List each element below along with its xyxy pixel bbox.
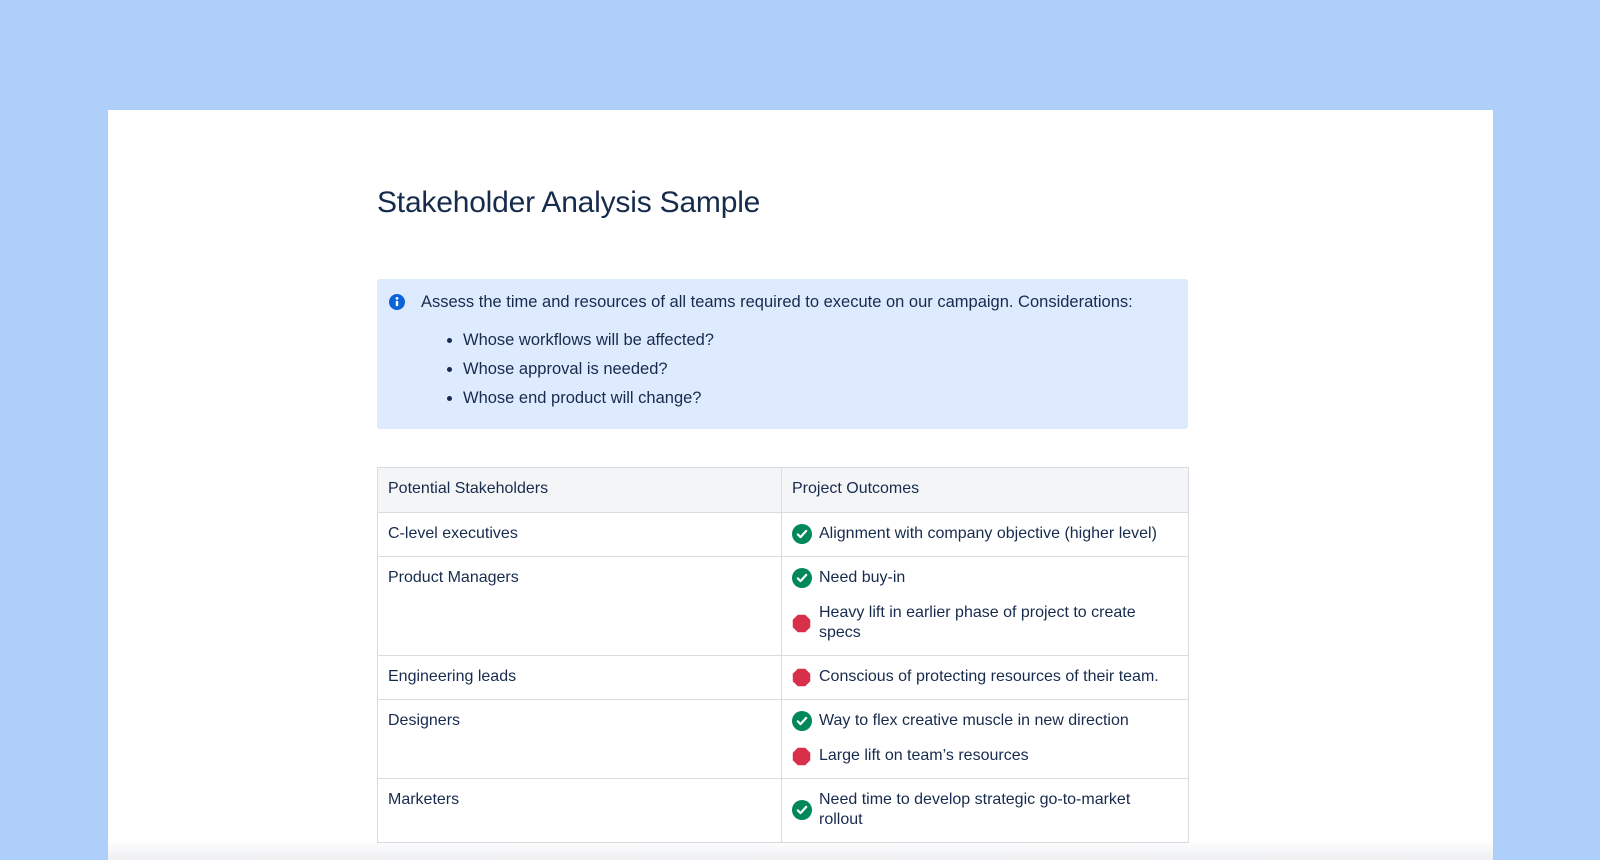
- bullet-item: • Whose end product will change?: [463, 384, 1172, 413]
- outcome-text: Need buy-in: [819, 569, 906, 586]
- outcomes-cell: [782, 513, 1189, 557]
- stakeholder-table: [377, 467, 1189, 843]
- info-panel-bullet-list: [389, 326, 1172, 413]
- table-row: [378, 779, 1189, 843]
- outcome-item: [792, 603, 1178, 643]
- info-panel-first-line: [389, 292, 1172, 312]
- info-panel-text: Assess the time and resources of all teams required to execute on our campaign. Considerations:: [421, 293, 1133, 311]
- outcomes-cell: [782, 700, 1189, 779]
- stakeholder-cell: Engineering leads: [378, 656, 782, 700]
- outcome-item: [792, 746, 1178, 766]
- outcome-text: Need time to develop strategic go-to-market rollout: [819, 791, 1131, 828]
- table-row: [378, 700, 1189, 779]
- outcome-text: Large lift on team’s resources: [819, 747, 1029, 764]
- outcome-item: [792, 524, 1178, 544]
- check-icon: [792, 524, 812, 544]
- check-icon: [792, 568, 812, 588]
- table-row: [378, 513, 1189, 557]
- stakeholder-cell: Product Managers: [378, 557, 782, 656]
- stop-icon: [792, 746, 812, 766]
- page-title: Stakeholder Analysis Sample: [377, 186, 761, 219]
- document-card: [108, 110, 1493, 860]
- outcome-item: [792, 790, 1178, 830]
- bullet-item: • Whose workflows will be affected?: [463, 326, 1172, 355]
- outcomes-cell: [782, 779, 1189, 843]
- outcome-item: [792, 711, 1178, 731]
- stop-icon: [792, 667, 812, 687]
- info-icon: [389, 294, 405, 310]
- stakeholder-cell: Designers: [378, 700, 782, 779]
- outcome-text: Heavy lift in earlier phase of project to create specs: [819, 604, 1136, 641]
- outcome-text: Way to flex creative muscle in new direction: [819, 712, 1129, 729]
- table-row: [378, 656, 1189, 700]
- bullet-item: • Whose approval is needed?: [463, 355, 1172, 384]
- stop-icon: [792, 613, 812, 633]
- table-header-row: [378, 468, 1189, 513]
- check-icon: [792, 800, 812, 820]
- outcome-item: [792, 568, 1178, 588]
- info-panel: [377, 279, 1188, 429]
- outcome-text: Conscious of protecting resources of their team.: [819, 668, 1159, 685]
- outcome-text: Alignment with company objective (higher level): [819, 525, 1157, 542]
- header-cell-stakeholders: Potential Stakeholders: [378, 468, 782, 513]
- stakeholder-cell: Marketers: [378, 779, 782, 843]
- table-row: [378, 557, 1189, 656]
- stakeholder-cell: C-level executives: [378, 513, 782, 557]
- outcome-item: [792, 667, 1178, 687]
- header-cell-outcomes: Project Outcomes: [782, 468, 1189, 513]
- check-icon: [792, 711, 812, 731]
- table-body: [378, 513, 1189, 843]
- outcomes-cell: [782, 557, 1189, 656]
- bottom-fade: [108, 840, 1493, 860]
- outcomes-cell: [782, 656, 1189, 700]
